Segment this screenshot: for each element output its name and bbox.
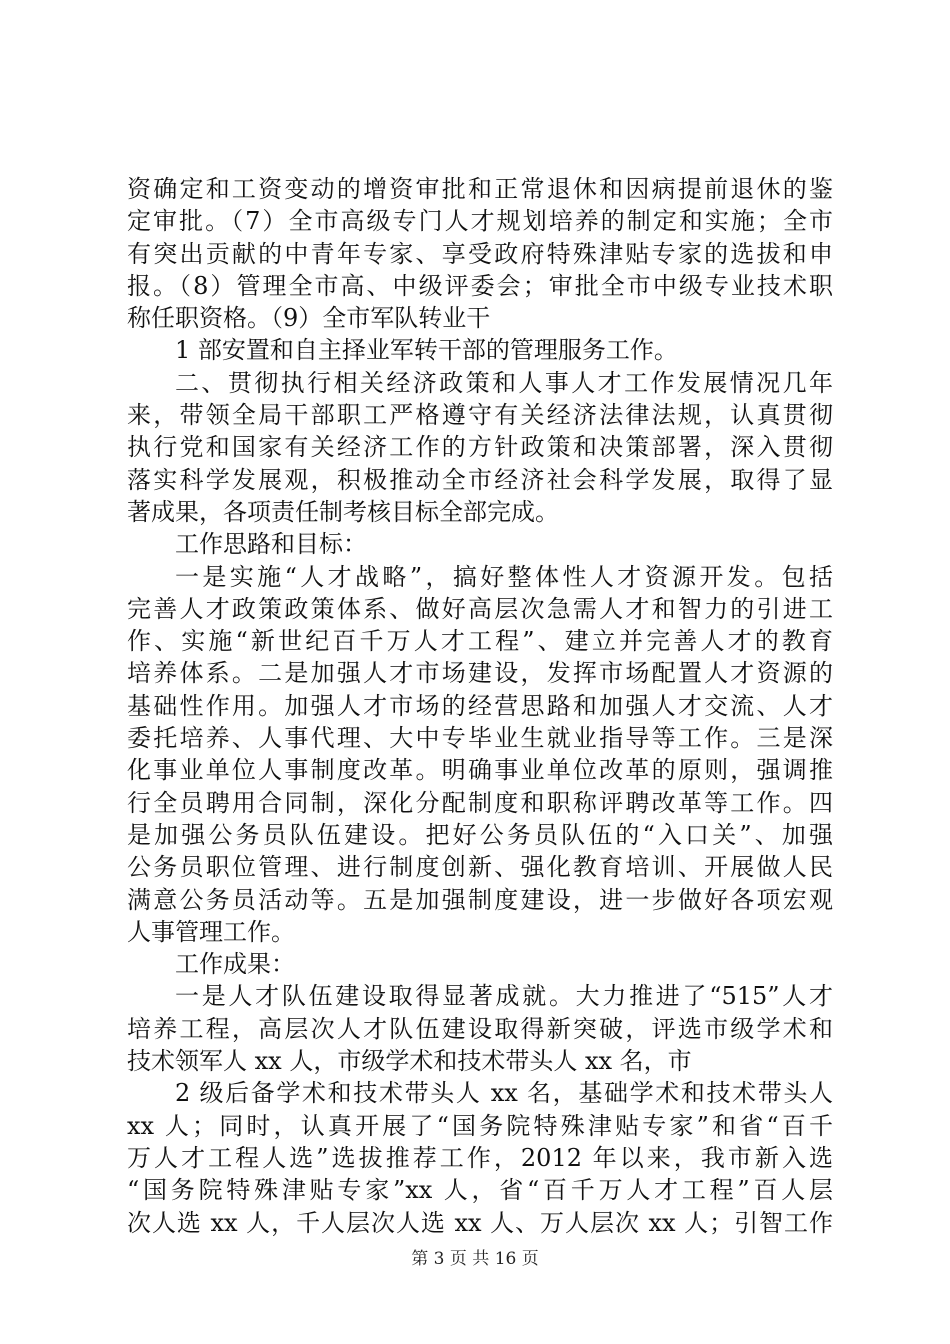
text-line: 有突出贡献的中青年专家、享受政府特殊津贴专家的选拔和申	[127, 239, 833, 268]
text-line: 称任职资格。（9）全市军队转业干	[127, 304, 491, 333]
text-line: 化事业单位人事制度改革。明确事业单位改革的原则，强调推	[127, 756, 833, 785]
text-line: 一是实施“人才战略”，搞好整体性人才资源开发。包括	[175, 562, 833, 591]
text-line: 2 级后备学术和技术带头人 xx 名，基础学术和技术带头人	[175, 1079, 833, 1108]
text-line: 1 部安置和自主择业军转干部的管理服务工作。	[175, 336, 678, 365]
text-line: 基础性作用。加强人才市场的经营思路和加强人才交流、人才	[127, 691, 833, 720]
text-line: 人事管理工作。	[127, 917, 295, 946]
text-line: 万人才工程人选”选拔推荐工作，2012 年以来，我市新入选	[127, 1143, 833, 1172]
text-line: 行全员聘用合同制，深化分配制度和职称评聘改革等工作。四	[127, 788, 833, 817]
text-line: 工作思路和目标：	[175, 530, 367, 559]
text-line: 落实科学发展观，积极推动全市经济社会科学发展，取得了显	[127, 465, 833, 494]
text-line: 是加强公务员队伍建设。把好公务员队伍的“入口关”、加强	[127, 820, 833, 849]
text-line: 培养工程，高层次人才队伍建设取得新突破，评选市级学术和	[127, 1014, 833, 1043]
text-line: 定审批。（7）全市高级专门人才规划培养的制定和实施；全市	[127, 207, 833, 236]
text-line: xx 人；同时，认真开展了“国务院特殊津贴专家”和省“百千	[127, 1111, 833, 1140]
text-line: 执行党和国家有关经济工作的方针政策和决策部署，深入贯彻	[127, 433, 833, 462]
text-line: 来，带领全局干部职工严格遵守有关经济法律法规，认真贯彻	[127, 401, 833, 430]
text-line: 完善人才政策政策体系、做好高层次急需人才和智力的引进工	[127, 594, 833, 623]
text-line: 二、贯彻执行相关经济政策和人事人才工作发展情况几年	[175, 368, 833, 397]
text-line: 报。（8）管理全市高、中级评委会；审批全市中级专业技术职	[127, 271, 833, 300]
text-line: 次人选 xx 人，千人层次人选 xx 人、万人层次 xx 人；引智工作	[127, 1208, 833, 1237]
text-line: 公务员职位管理、进行制度创新、强化教育培训、开展做人民	[127, 853, 833, 882]
text-line: “国务院特殊津贴专家”xx 人，省“百千万人才工程”百人层	[127, 1176, 833, 1205]
text-line: 委托培养、人事代理、大中专毕业生就业指导等工作。三是深	[127, 724, 833, 753]
text-line: 一是人才队伍建设取得显著成就。大力推进了“515”人才	[175, 982, 833, 1011]
text-line: 工作成果：	[175, 950, 295, 979]
text-line: 著成果，各项责任制考核目标全部完成。	[127, 497, 559, 526]
page-footer: 第 3 页 共 16 页	[411, 1249, 539, 1269]
body-text	[127, 173, 833, 1239]
text-line: 作、实施“新世纪百千万人才工程”、建立并完善人才的教育	[127, 627, 833, 656]
text-line: 满意公务员活动等。五是加强制度建设，进一步做好各项宏观	[127, 885, 833, 914]
text-line: 技术领军人 xx 人，市级学术和技术带头人 xx 名，市	[127, 1047, 692, 1076]
text-line: 资确定和工资变动的增资审批和正常退休和因病提前退休的鉴	[127, 175, 833, 203]
text-line: 培养体系。二是加强人才市场建设，发挥市场配置人才资源的	[127, 659, 833, 688]
